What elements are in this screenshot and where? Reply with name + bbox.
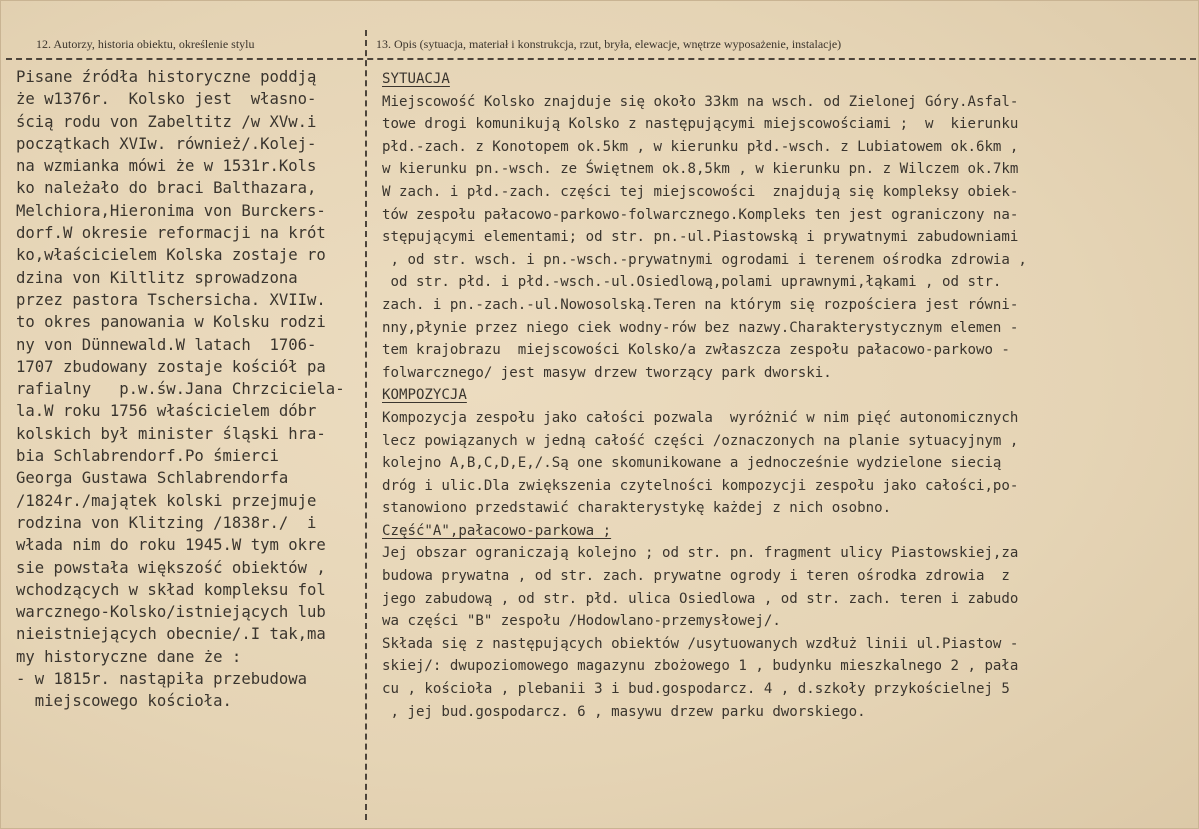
description-text-line: cu , kościoła , plebanii 3 i bud.gospodarcz. 4 , d.szkoły przykościelnej 5 <box>382 681 1010 698</box>
history-text-line: ko należało do braci Balthazara, <box>16 179 317 198</box>
description-text-line: tów zespołu pałacowo-parkowo-folwarcznego.Kompleks ten jest ograniczony na- <box>382 206 1019 223</box>
history-text-line: warcznego-Kolsko/istniejących lub <box>16 603 326 622</box>
section-subheading: SYTUACJA <box>382 71 450 87</box>
vertical-divider <box>365 30 367 820</box>
history-text-line: my historyczne dane że : <box>16 647 242 666</box>
history-text-line: la.W roku 1756 właścicielem dóbr <box>16 402 317 421</box>
history-text-line: ko,właścicielem Kolska zostaje ro <box>16 246 326 265</box>
section-subheading: Część"A",pałacowo-parkowa ; <box>382 522 612 539</box>
history-text-line: dzina von Kiltlitz sprowadzona <box>16 268 298 287</box>
description-text-line: folwarcznego/ jest masyw drzew tworzący park dworski. <box>382 364 832 381</box>
history-text-line: to okres panowania w Kolsku rodzi <box>16 313 326 332</box>
history-text-line: Melchiora,Hieronima von Burckers- <box>16 201 326 220</box>
description-text-line: od str. płd. i płd.-wsch.-ul.Osiedlową,polami uprawnymi,łąkami , od str. <box>382 274 1002 291</box>
description-text-line: budowa prywatna , od str. zach. prywatne ogrody i teren ośrodka zdrowia z <box>382 568 1010 585</box>
history-text-line: wchodzących w skład kompleksu fol <box>16 580 326 599</box>
description-text-line: W zach. i płd.-zach. części tej miejscowości znajdują się kompleksy obiek- <box>382 183 1019 200</box>
description-text-line: nny,płynie przez niego ciek wodny-rów bez nazwy.Charakterystycznym elemen - <box>382 319 1019 336</box>
description-text-line: skiej/: dwupoziomowego magazynu zbożowego 1 , budynku mieszkalnego 2 , pała <box>382 658 1019 675</box>
history-text-line: rodzina von Klitzing /1838r./ i <box>16 513 317 532</box>
description-text-line: zach. i pn.-zach.-ul.Nowosolską.Teren na którym się rozpościera jest równi- <box>382 296 1019 313</box>
history-text-line: rafialny p.w.św.Jana Chrzciciela- <box>16 380 345 399</box>
description-text-line: płd.-zach. z Konotopem ok.5km , w kierunku płd.-wsch. z Lubiatowem ok.6km , <box>382 138 1019 155</box>
description-text-line: , od str. wsch. i pn.-wsch.-prywatnymi ogrodami i terenem ośrodka zdrowia , <box>382 251 1027 268</box>
history-text-line: sie powstała większość obiektów , <box>16 558 326 577</box>
history-text-line: przez pastora Tschersicha. XVIIw. <box>16 290 326 309</box>
history-text-line: kolskich był minister śląski hra- <box>16 424 326 443</box>
history-text-line: że w1376r. Kolsko jest własno- <box>16 90 317 109</box>
description-text-line: Kompozycja zespołu jako całości pozwala wyróżnić w nim pięć autonomicznych <box>382 409 1019 426</box>
section-12-heading: 12. Autorzy, historia obiektu, określenie stylu <box>36 37 255 51</box>
description-text-line: towe drogi komunikują Kolsko z następującymi miejscowościami ; w kierunku <box>382 116 1019 133</box>
description-text-line: , jej bud.gospodarcz. 6 , masywu drzew parku dworskiego. <box>382 703 866 720</box>
history-text-line: - w 1815r. nastąpiła przebudowa <box>16 670 308 689</box>
description-text-line: stanowiono przedstawić charakterystykę każdej z nich osobno. <box>382 500 892 517</box>
section-13-heading: 13. Opis (sytuacja, materiał i konstrukcja, rzut, bryła, elewacje, wnętrze wyposażenie, instalacje) <box>376 37 842 51</box>
description-text-line: stępującymi elementami; od str. pn.-ul.Piastowską i prywatnymi zabudowniami <box>382 229 1019 246</box>
description-text-column <box>382 68 1027 723</box>
description-text-line: dróg i ulic.Dla zwiększenia czytelności kompozycji zespołu jako całości,po- <box>382 477 1019 494</box>
description-text-line: Składa się z następujących obiektów /usytuowanych wzdłuż linii ul.Piastow - <box>382 635 1019 652</box>
history-text-line: 1707 zbudowany zostaje kościół pa <box>16 357 326 376</box>
horizontal-divider <box>6 58 1196 60</box>
history-text-line: /1824r./majątek kolski przejmuje <box>16 491 317 510</box>
description-text-line: lecz powiązanych w jedną całość części /oznaczonych na planie sytuacyjnym , <box>382 432 1019 449</box>
description-text-line: wa części "B" zespołu /Hodowlano-przemysłowej/. <box>382 613 781 630</box>
history-text-line: Georga Gustawa Schlabrendorfa <box>16 469 289 488</box>
history-text-line: początkach XVIw. również/.Kolej- <box>16 134 317 153</box>
history-text-line: dorf.W okresie reformacji na krót <box>16 224 326 243</box>
history-text-line: na wzmianka mówi że w 1531r.Kols <box>16 157 317 176</box>
description-text-line: kolejno A,B,C,D,E,/.Są one skomunikowane a jednocześnie wydzielone siecią <box>382 455 1002 472</box>
history-text-line: miejscowego kościoła. <box>16 692 232 711</box>
description-text-line: Miejscowość Kolsko znajduje się około 33km na wsch. od Zielonej Góry.Asfal- <box>382 93 1019 110</box>
description-text-line: w kierunku pn.-wsch. ze Świętnem ok.8,5km , w kierunku pn. z Wilczem ok.7km <box>382 161 1019 178</box>
history-text-line: nieistniejących obecnie/.I tak,ma <box>16 625 326 644</box>
section-subheading: KOMPOZYCJA <box>382 387 467 404</box>
history-text-column <box>16 66 345 713</box>
description-text-line: jego zabudową , od str. płd. ulica Osiedlowa , od str. zach. teren i zabudo <box>382 590 1019 607</box>
history-text-line: ny von Dünnewald.W latach 1706- <box>16 335 317 354</box>
history-text-line: ścią rodu von Zabeltitz /w XVw.i <box>16 112 317 131</box>
description-text-line: Jej obszar ograniczają kolejno ; od str. pn. fragment ulicy Piastowskiej,za <box>382 545 1019 562</box>
description-text-line: tem krajobrazu miejscowości Kolsko/a zwłaszcza zespołu pałacowo-parkowo - <box>382 342 1010 359</box>
history-text-line: bia Schlabrendorf.Po śmierci <box>16 447 279 466</box>
history-text-line: włada nim do roku 1945.W tym okre <box>16 536 326 555</box>
history-text-line: Pisane źródła historyczne poddją <box>16 68 317 86</box>
